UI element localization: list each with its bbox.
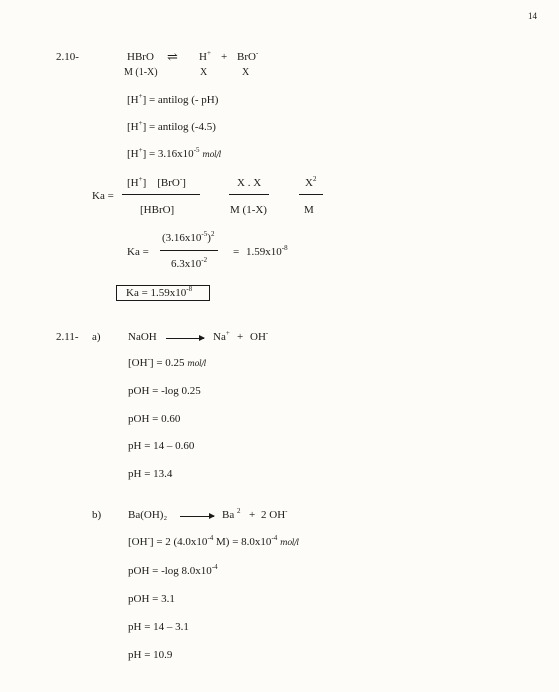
poh-value-b: pOH = 3.1	[128, 593, 175, 605]
ka-numerator: [H+] [BrO-]	[127, 175, 186, 189]
h-antilog-value-line: [H+] = antilog (-4.5)	[127, 119, 216, 133]
product-na: Na+	[213, 329, 230, 343]
amount-h: X	[200, 67, 208, 78]
oh-concentration-a: [OH-] = 0.25 mol/l	[128, 355, 206, 369]
reactant-naoh: NaOH	[128, 331, 157, 343]
product-ba: Ba $^2$	[222, 507, 241, 521]
poh-log-a: pOH = -log 0.25	[128, 385, 201, 397]
product-bro: BrO-	[237, 49, 259, 63]
ph-value-b: pH = 10.9	[128, 649, 173, 661]
product-oh: OH-	[250, 329, 269, 343]
fraction-bar	[299, 194, 323, 195]
ph-calc-b: pH = 14 – 3.1	[128, 621, 189, 633]
reactant-baoh2: Ba(OH)₂	[128, 509, 168, 521]
ka-label: Ka =	[92, 190, 114, 202]
plus-sign: +	[249, 509, 256, 521]
x-denominator: M (1-X)	[230, 204, 267, 216]
ph-calc-a: pH = 14 – 0.60	[128, 440, 195, 452]
reaction-arrow-icon	[180, 516, 214, 517]
product-h: H+	[199, 49, 211, 63]
ka-calc-result: $1.59x10^{-8}$	[246, 244, 288, 258]
h-antilog-line: [H+] = antilog (- pH)	[127, 92, 219, 106]
fraction-bar	[122, 194, 200, 195]
equals-sign: =	[233, 246, 240, 258]
x2-denominator: M	[304, 204, 314, 216]
poh-log-b: pOH = -log $8.0x10^{-4}$	[128, 563, 218, 577]
x2-numerator: $X^2$	[305, 175, 317, 189]
reaction-arrow-icon	[166, 338, 204, 339]
plus-sign: +	[237, 331, 244, 343]
oh-concentration-b: [OH-] = 2 ($4.0x10^{-4}$ $M) = 8.0x10^{-4}$ mol/l	[128, 534, 299, 548]
h-concentration-line: $[H^+] = 3.16x10^{-5}$ mol/l	[127, 146, 221, 160]
product-2oh: 2 OH-	[261, 507, 288, 521]
fraction-bar	[160, 250, 218, 251]
problem-2-11-label: 2.11-	[56, 331, 79, 343]
amount-reactant: M (1-X)	[124, 67, 158, 78]
plus-sign: +	[221, 51, 228, 63]
ph-value-a: pH = 13.4	[128, 468, 173, 480]
reactant-hbro: HBrO	[127, 51, 154, 63]
part-b-label: b)	[92, 509, 102, 521]
page-number: 14	[528, 11, 537, 21]
ka-calc-denominator: $6.3x10^{-2}$	[171, 256, 208, 270]
ka-calc-label: Ka =	[127, 246, 149, 258]
part-a-label: a)	[92, 331, 101, 343]
x-numerator: X . X	[237, 177, 262, 189]
equilibrium-arrow-icon: ⇌	[167, 49, 178, 64]
fraction-bar	[229, 194, 269, 195]
ka-final-answer: $Ka = 1.59x10^{-8}$	[126, 285, 193, 299]
ka-denominator: [HBrO]	[140, 204, 175, 216]
poh-value-a: pOH = 0.60	[128, 413, 181, 425]
amount-bro: X	[242, 67, 250, 78]
ka-calc-numerator: $(3.16x10^{-5})^2$	[162, 230, 215, 244]
problem-2-10-label: 2.10-	[56, 51, 79, 63]
